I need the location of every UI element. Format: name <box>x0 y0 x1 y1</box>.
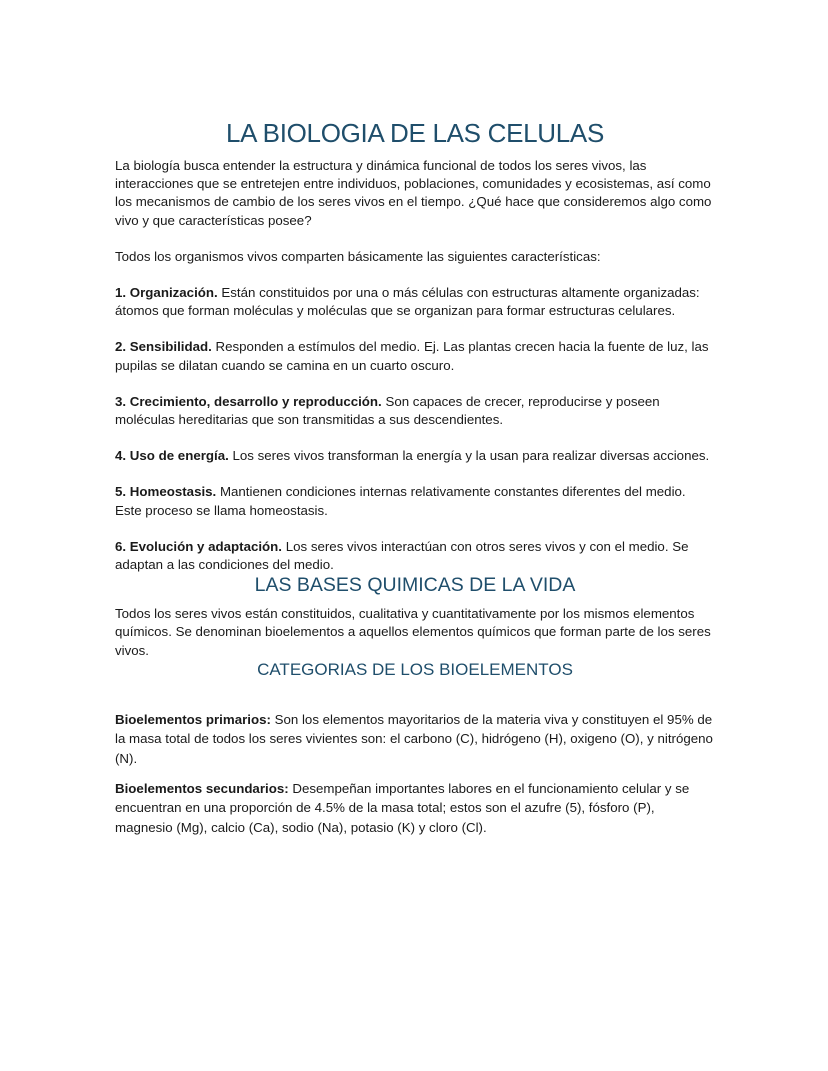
characteristic-term: 6. Evolución y adaptación. <box>115 538 282 554</box>
section-heading-chemical: LAS BASES QUIMICAS DE LA VIDA <box>254 574 576 597</box>
characteristic-sensibilidad <box>115 338 715 374</box>
bioelement-secondary <box>115 779 715 838</box>
section-heading-categories: CATEGORIAS DE LOS BIOELEMENTOS <box>257 659 573 679</box>
characteristic-term: 4. Uso de energía. <box>115 448 229 464</box>
characteristic-evolucion <box>115 538 715 574</box>
characteristic-text: Son capaces de crecer, reproducirse y poseen moléculas hereditarias que son transmitidas a sus descendientes. <box>115 393 660 428</box>
characteristics-lead: Todos los organismos vivos comparten básicamente las siguientes características: <box>115 248 601 264</box>
chemical-paragraph: Todos los seres vivos están constituidos, cualitativa y cuantitativamente por los mismos elementos químicos. Se denominan bioelementos a aquellos elementos químicos que forman parte de los seres vivos. <box>115 606 711 658</box>
bioelement-term: Bioelementos primarios: <box>115 711 271 727</box>
bioelement-text: Son los elementos mayoritarios de la materia viva y constituyen el 95% de la masa total de todos los seres vivientes son: el carbono (C), hidrógeno (H), oxigeno (O), y nitrógeno (N). <box>115 711 713 767</box>
characteristic-term: 1. Organización. <box>115 285 218 301</box>
characteristic-energia <box>115 447 715 465</box>
page-title: LA BIOLOGIA DE LAS CELULAS <box>225 118 605 148</box>
characteristic-term: 3. Crecimiento, desarrollo y reproducción. <box>115 393 382 409</box>
characteristic-text: Los seres vivos transforman la energía y la usan para realizar diversas acciones. <box>228 448 710 464</box>
characteristic-text: Los seres vivos interactúan con otros seres vivos y con el medio. Se adaptan a las condiciones del medio. <box>115 538 689 573</box>
bioelement-term: Bioelementos secundarios: <box>115 780 289 796</box>
characteristic-organizacion <box>115 284 715 320</box>
characteristic-homeostasis <box>115 483 715 519</box>
characteristic-crecimiento <box>115 393 715 429</box>
characteristic-term: 2. Sensibilidad. <box>115 339 212 355</box>
intro-paragraph: La biología busca entender la estructura y dinámica funcional de todos los seres vivos, las interacciones que se entretejen entre individuos, poblaciones, comunidades y ecosistemas, así como los mecanismos de cambio de los seres vivos en el tiempo. ¿Qué hace que consideremos algo como vivo y que características posee? <box>115 158 712 228</box>
bioelement-primary <box>115 710 715 769</box>
characteristic-text: Están constituidos por una o más células con estructuras altamente organizadas: átomos que forman moléculas y moléculas que se organizan para formar estructuras celulares. <box>115 285 700 319</box>
characteristic-text: Mantienen condiciones internas relativamente constantes diferentes del medio. Este proceso se llama homeostasis. <box>115 484 686 518</box>
characteristic-text: Responden a estímulos del medio. Ej. Las plantas crecen hacia la fuente de luz, las pupilas se dilatan cuando se camina en un cuarto oscuro. <box>115 339 709 373</box>
bioelement-text: Desempeñan importantes labores en el funcionamiento celular y se encuentran en una proporción de 4.5% de la masa total; estos son el azufre (5), fósforo (P), magnesio (Mg), calcio (Ca), sodio (Na), potasio (K) y cloro (Cl). <box>115 780 690 835</box>
document-page <box>115 118 715 837</box>
characteristic-term: 5. Homeostasis. <box>115 484 217 500</box>
